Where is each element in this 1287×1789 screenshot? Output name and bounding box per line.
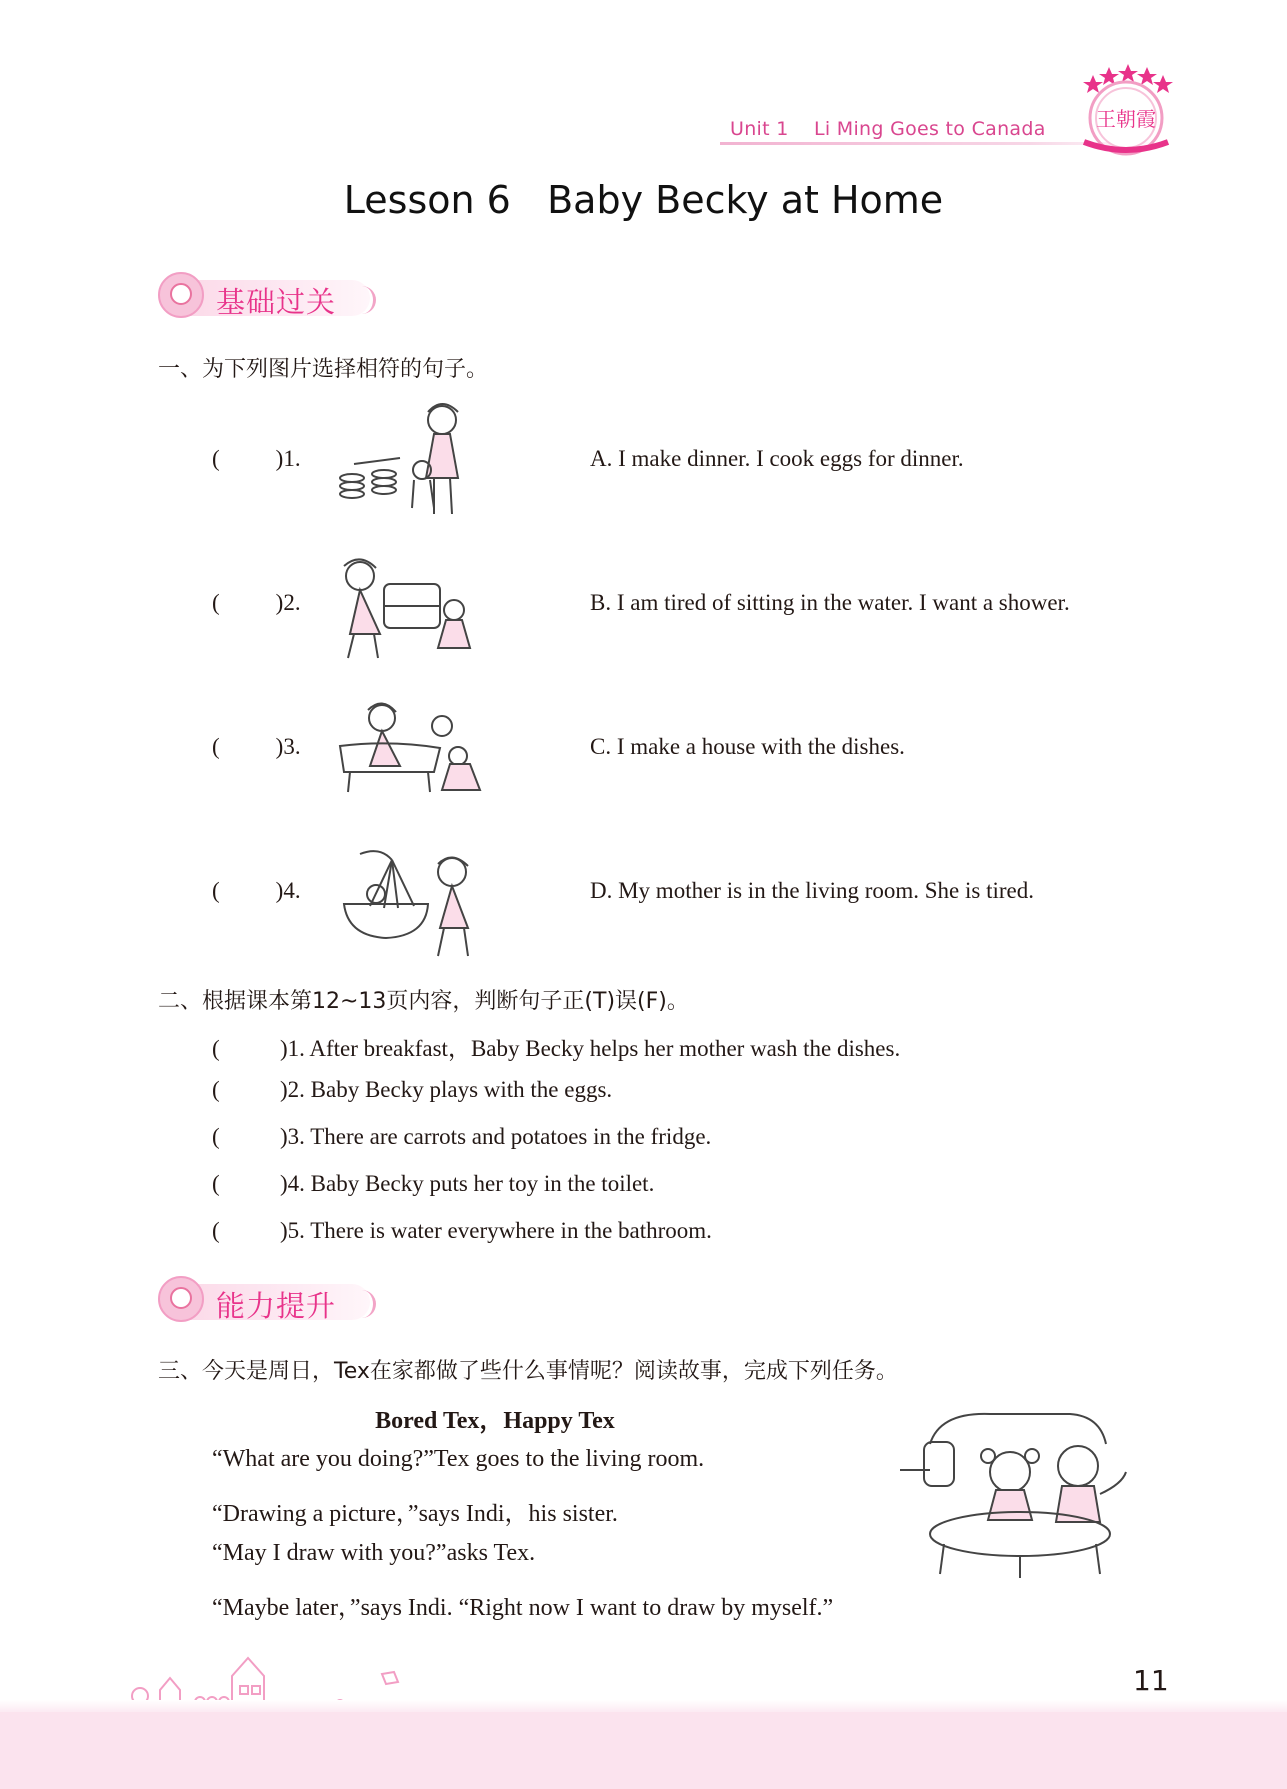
footer-band — [0, 1712, 1287, 1789]
unit-label: Unit 1 — [730, 118, 789, 140]
picture-2-mother-baby-sofa — [334, 556, 484, 662]
part3-heading: 三、今天是周日，Tex在家都做了些什么事情呢？阅读故事，完成下列任务。 — [158, 1359, 898, 1384]
judge-item-2: ( )2. Baby Becky plays with the eggs. — [212, 1077, 613, 1102]
section-label-basic: 基础过关 — [216, 285, 337, 319]
story-line-2: “Drawing a picture，”says Indi，his sister. — [212, 1501, 618, 1527]
match-item-1: ( )1. — [212, 446, 301, 471]
picture-4-bathtub-shower — [340, 846, 490, 961]
part2-heading: 二、根据课本第12~13页内容，判断句子正(T)误(F)。 — [158, 989, 689, 1014]
match-num-3: )3. — [275, 734, 301, 759]
publisher-logo — [1070, 62, 1180, 158]
judge-item-4: ( )4. Baby Becky puts her toy in the toilet. — [212, 1171, 655, 1196]
section-banner-advance — [158, 1276, 378, 1328]
option-b: B. I am tired of sitting in the water. I want a shower. — [590, 590, 1070, 615]
story-title: Bored Tex，Happy Tex — [375, 1408, 615, 1434]
match-item-3: ( )3. — [212, 734, 301, 759]
story-line-3: “May I draw with you?”asks Tex. — [212, 1540, 536, 1566]
logo-text: 王朝霞 — [1096, 107, 1156, 131]
section-label-advance: 能力提升 — [216, 1289, 337, 1323]
page-number: 11 — [1133, 1664, 1169, 1697]
judge-item-3: ( )3. There are carrots and potatoes in the fridge. — [212, 1124, 712, 1149]
option-a: A. I make dinner. I cook eggs for dinner. — [590, 446, 964, 471]
story-line-1: “What are you doing?”Tex goes to the living room. — [212, 1446, 705, 1472]
match-num-4: )4. — [275, 878, 301, 903]
lesson-title: Lesson 6 Baby Becky at Home — [343, 178, 944, 222]
judge-item-1: ( )1. After breakfast，Baby Becky helps her mother wash the dishes. — [212, 1036, 901, 1061]
option-c: C. I make a house with the dishes. — [590, 734, 905, 759]
match-num-1: )1. — [275, 446, 301, 471]
match-item-2: ( )2. — [212, 590, 301, 615]
match-num-2: )2. — [275, 590, 301, 615]
girl-avatar-icon — [158, 272, 204, 318]
picture-children-drawing — [900, 1404, 1150, 1580]
option-d: D. My mother is in the living room. She is tired. — [590, 878, 1034, 903]
girl-avatar-icon — [158, 1276, 204, 1322]
picture-3-mother-chair-baby — [330, 700, 500, 800]
unit-title: Li Ming Goes to Canada — [813, 118, 1046, 140]
story-line-4: “Maybe later，”says Indi. “Right now I want to draw by myself.” — [212, 1595, 834, 1621]
judge-item-5: ( )5. There is water everywhere in the bathroom. — [212, 1218, 712, 1243]
section-banner-basic — [158, 272, 378, 324]
part1-heading: 一、为下列图片选择相符的句子。 — [158, 357, 489, 382]
match-item-4: ( )4. — [212, 878, 301, 903]
unit-header — [730, 118, 1046, 140]
picture-1-girl-dishes — [334, 398, 484, 518]
